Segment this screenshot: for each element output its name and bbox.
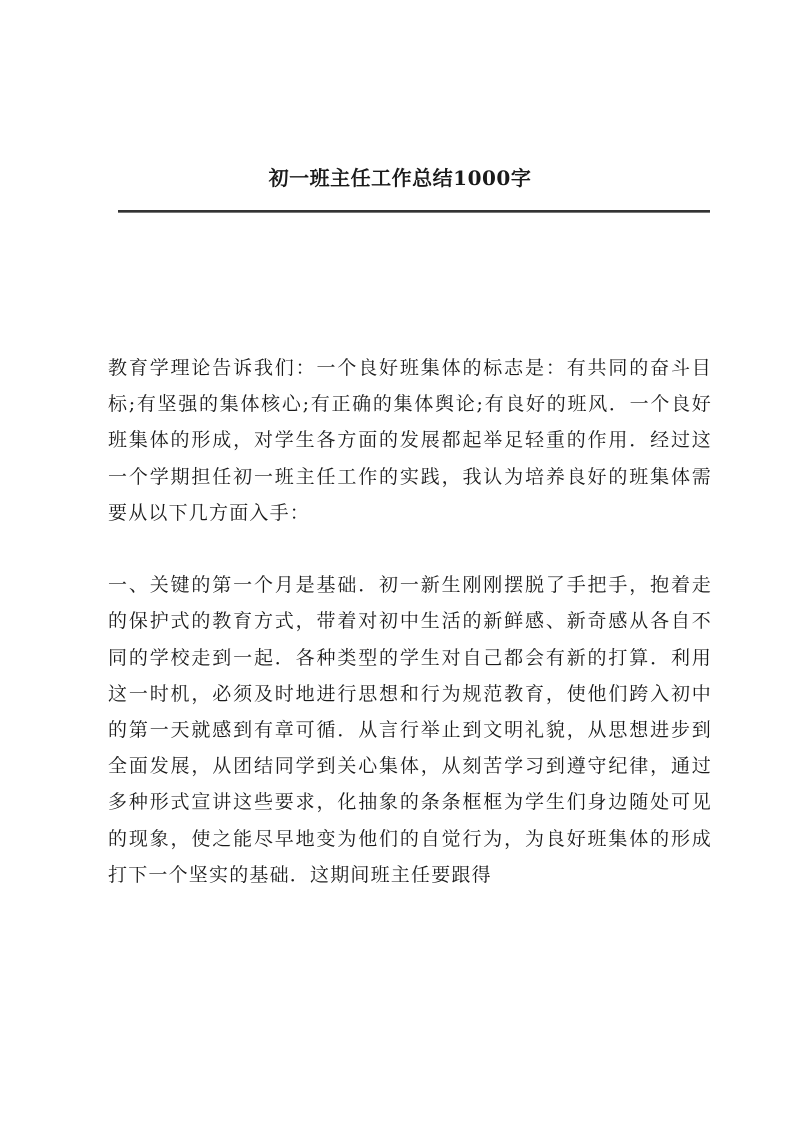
paragraph-section-one: 一、关键的第一个月是基础．初一新生刚刚摆脱了手把手，抱着走的保护式的教育方式，带着对初中生活的新鲜感、新奇感从各自不同的学校走到一起．各种类型的学生对自己都会有新的打算．利用这一时机，必须及时地进行思想和行为规范教育，使他们跨入初中的第一天就感到有章可循．从言行举止到文明礼貌，从思想进步到全面发展，从团结同学到关心集体，从刻苦学习到遵守纪律，通过多种形式宣讲这些要求，化抽象的条条框框为学生们身边随处可见的现象，使之能尽早地变为他们的自觉行为，为良好班集体的形成打下一个坚实的基础．这期间班主任要跟得	[108, 574, 712, 886]
paragraph-intro: 教育学理论告诉我们：一个良好班集体的标志是：有共同的奋斗目标;有坚强的集体核心;有正确的集体舆论;有良好的班风．一个良好班集体的形成，对学生各方面的发展都起举足轻重的作用．经过这一个学期担任初一班主任工作的实践，我认为培养良好的班集体需要从以下几方面入手：	[108, 357, 712, 524]
page-title: 初一班主任工作总结1000字	[268, 166, 532, 190]
title-divider	[118, 210, 710, 213]
document-body	[108, 350, 712, 893]
